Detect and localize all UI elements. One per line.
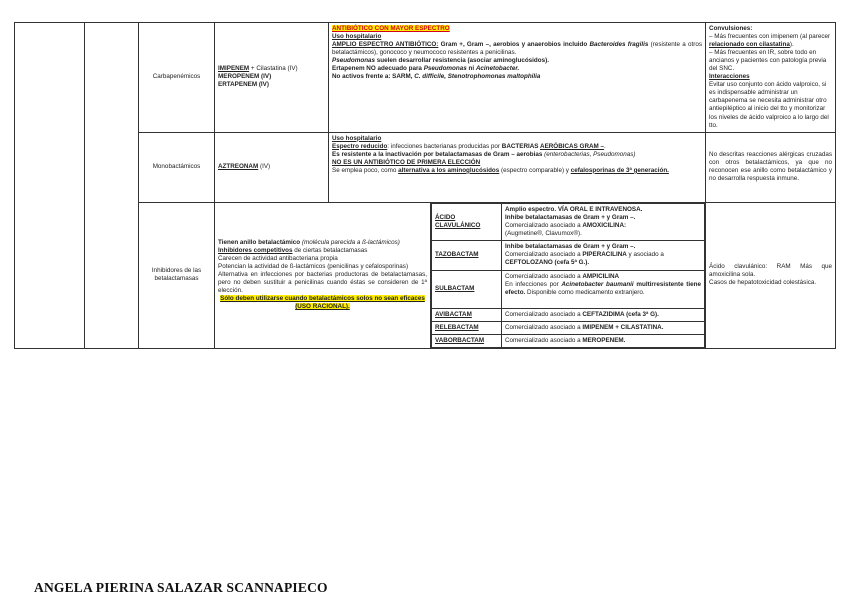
row-inhibitors — [15, 202, 836, 348]
drug-name: AVIBACTAM — [432, 308, 502, 321]
inhibitor-drugs-cell — [431, 202, 706, 348]
drug-info: Comercializado asociado a IMIPENEM + CILASTATINA. — [502, 321, 705, 334]
drug-row — [432, 203, 705, 240]
notes-carbapenems: Convulsiones: – Más frecuentes con imipenem (al parecer relacionado con cilastatina). – Más frecuentes en IR, sobre todo en ancianos y pacientes con patología previa del SNC. Interacciones Evitar uso conjunto con ácido valproico, si es indispensable administrar un carbapenema se necesita administrar otro antiepiléptico al inicio del tto y monitorizar los niveles de ácido valproico a lo largo del tto. — [706, 23, 836, 133]
drugs-carbapenems: IMIPENEM + Cilastatina (IV) MEROPENEM (IV) ERTAPENEM (IV) — [215, 23, 329, 133]
drug-row — [432, 240, 705, 270]
class-carbapenems: Carbapenémicos — [139, 23, 215, 133]
drug-info: Comercializado asociado a MEROPENEM. — [502, 334, 705, 347]
drugs-monobactams: AZTREONAM (IV) — [215, 132, 329, 202]
class-inhibitors: Inhibidores de las betalactamasas — [139, 202, 215, 348]
drug-info: Comercializado asociado a AMPICILINA En infecciones por Acinetobacter baumanii multirresistente tiene efecto. Disponible como medicamento extranjero. — [502, 270, 705, 308]
drug-row — [432, 334, 705, 347]
notes-inhibitors: Ácido clavulánico: RAM Más que amoxicilina sola. Casos de hepatotoxicidad colestásica. — [706, 202, 836, 348]
group-cell — [15, 23, 85, 349]
drug-name: TAZOBACTAM — [432, 240, 502, 270]
drug-name: RELEBACTAM — [432, 321, 502, 334]
drug-row — [432, 270, 705, 308]
spectrum-carbapenems: ANTIBIÓTICO CON MAYOR ESPECTRO Uso hospitalario AMPLIO ESPECTRO ANTIBIÓTICO: Gram +, Gram –, aerobios y anaerobios incluido Bacteroides fragilis (resistente a otros betalactámicos), gonococo y neumococo resistentes a penicilinas. Pseudomonas suelen desarrollar resistencia (asociar aminoglucósidos). Ertapenem NO adecuado para Pseudomonas ni Acinetobacter. No activos frente a: SARM, C. difficile, Stenotrophomonas maltophilia — [329, 23, 706, 133]
inhibitor-drugs-table — [431, 203, 705, 348]
notes-monobactams: No descritas reacciones alérgicas cruzadas con otros betalactámicos, ya que no reconocen ese anillo como betalactámico y no desarrolla respuesta inmune. — [706, 132, 836, 202]
drug-name: VABORBACTAM — [432, 334, 502, 347]
document-page — [14, 22, 835, 349]
row-monobactams — [15, 132, 836, 202]
drug-name: ÁCIDO CLAVULÁNICO — [432, 203, 502, 240]
drug-info: Inhibe betalactamasas de Gram + y Gram –. Comercializado asociado a PIPERACILINA y asociado a CEFTOLOZANO (cefa 5ª G.). — [502, 240, 705, 270]
spectrum-monobactams: Uso hospitalario Espectro reducido: infecciones bacterianas producidas por BACTERIAS AERÓBICAS GRAM –. Es resistente a la inactivación por betalactamasas de Gram – aerobias (enterobacterias, Pseudomonas) NO ES UN ANTIBIÓTICO DE PRIMERA ELECCIÓN Se emplea poco, como alternativa a los aminoglucósidos (espectro comparable) y cefalosporinas de 3ª generación. — [329, 132, 706, 202]
drug-info: Amplio espectro. VÍA ORAL E INTRAVENOSA. Inhibe betalactamasas de Gram + y Gram –. Comercializado asociado a AMOXICILINA: (Augmetine®, Clavumox®). — [502, 203, 705, 240]
antibiotics-table — [14, 22, 836, 349]
drug-name: SULBACTAM — [432, 270, 502, 308]
drug-info: Comercializado asociado a CEFTAZIDIMA (cefa 3ª G). — [502, 308, 705, 321]
author-name: ANGELA PIERINA SALAZAR SCANNAPIECO — [34, 580, 328, 595]
description-inhibitors: Tienen anillo betalactámico (molécula parecida a ß-lactámicos) Inhibidores competitivos de ciertas betalactamasas Carecen de actividad antibacteriana propia Potencian la actividad de ß-lactámicos (penicilinas y cefalosporinas) Alternativa en infecciones por bacterias productoras de betalactamasas, pero no deben sustituir a penicilinas cuando éstas se consideren de 1ª elección. Sólo deben utilizarse cuando betalactámicos solos no sean eficaces (USO RACIONAL). — [215, 202, 431, 348]
subgroup-cell — [85, 23, 139, 349]
class-monobactams: Monobactámicos — [139, 132, 215, 202]
row-carbapenems — [15, 23, 836, 133]
drug-row — [432, 308, 705, 321]
drug-row — [432, 321, 705, 334]
